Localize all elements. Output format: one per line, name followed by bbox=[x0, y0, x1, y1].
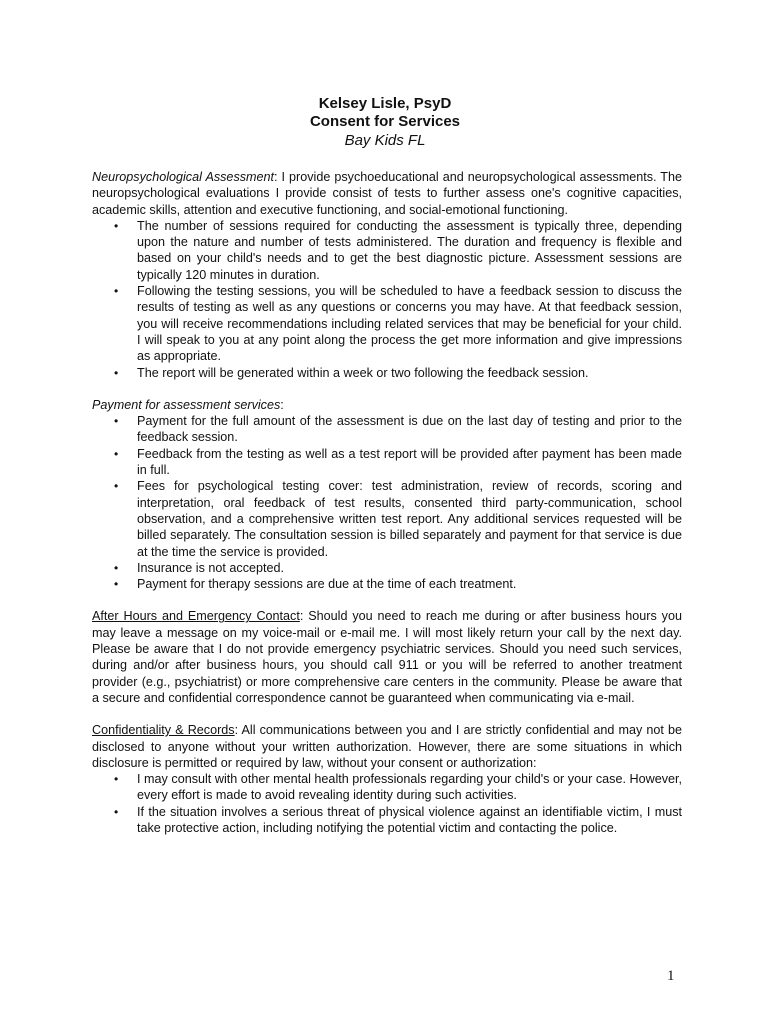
list-item bbox=[92, 576, 682, 592]
after-hours-heading: After Hours and Emergency Contact bbox=[92, 609, 300, 624]
section-after-hours bbox=[92, 608, 682, 706]
section-spacer bbox=[92, 592, 682, 608]
list-item-text: Payment for therapy sessions are due at the time of each treatment. bbox=[137, 577, 517, 592]
bullet-icon: • bbox=[114, 365, 119, 380]
document-title: Consent for Services bbox=[309, 113, 461, 130]
assessment-list bbox=[92, 218, 682, 381]
document-body bbox=[92, 169, 682, 836]
bullet-icon: • bbox=[114, 479, 119, 494]
list-item bbox=[92, 446, 682, 479]
bullet-icon: • bbox=[114, 772, 119, 787]
section-spacer bbox=[92, 706, 682, 722]
list-item bbox=[92, 283, 682, 364]
after-hours-text: : Should you need to reach me during or after business hours you may leave a message on my voice-mail or e-mail me. I will most likely return your call by the next day. Please be aware that I do not provide emergency psychiatric services. Should you need such services, during and/or after business hours, you should call 911 or you will be referred to another treatment provider (e.g., psychiatrist) or more comprehensive care centers in the community. Please be aware that a secure and confidential correspondence cannot be guaranteed when communicating via e-mail. bbox=[92, 609, 682, 705]
section-payment bbox=[92, 397, 682, 593]
bullet-icon: • bbox=[114, 218, 119, 233]
practice-name: Bay Kids FL bbox=[344, 132, 426, 149]
confidentiality-list bbox=[92, 771, 682, 836]
confidentiality-text: : All communications between you and I are strictly confidential and may not be disclosed to anyone without your written authorization. However, there are some situations in which disclosure is permitted or required by law, without your consent or authorization: bbox=[92, 723, 682, 770]
page-number: 1 bbox=[667, 968, 675, 984]
list-item-text: I may consult with other mental health professionals regarding your child's or your case. However, every effort is made to avoid revealing identity during such activities. bbox=[137, 772, 682, 803]
list-item-text: Fees for psychological testing cover: test administration, review of records, scoring and interpretation, oral feedback of test results, consented third party-communication, school observation, and a comprehensive written test report. Any additional services requested will be billed separately. The consultation session is billed separately and payment for that service is due at the time the service is provided. bbox=[137, 479, 682, 559]
list-item-text: The number of sessions required for conducting the assessment is typically three, depending upon the nature and number of tests administered. The duration and frequency is flexible and based on your child's needs and to get the best diagnostic picture. Assessment sessions are typically 120 minutes in duration. bbox=[137, 218, 682, 282]
after-hours-paragraph bbox=[92, 608, 682, 706]
list-item bbox=[92, 771, 682, 804]
confidentiality-paragraph bbox=[92, 722, 682, 771]
document-header bbox=[0, 95, 770, 151]
list-item-text: Following the testing sessions, you will be scheduled to have a feedback session to discuss the results of testing as well as any questions or concerns you may have. At that feedback session, you will receive recommendations including related services that may be beneficial for your child. I will speak to you at any point along the process the get more information and give impressions as appropriate. bbox=[137, 284, 682, 364]
payment-list bbox=[92, 413, 682, 592]
bullet-icon: • bbox=[114, 446, 119, 461]
bullet-icon: • bbox=[114, 560, 119, 575]
author-name: Kelsey Lisle, PsyD bbox=[318, 95, 452, 112]
section-confidentiality bbox=[92, 722, 682, 836]
bullet-icon: • bbox=[114, 804, 119, 819]
confidentiality-heading: Confidentiality & Records bbox=[92, 723, 235, 738]
list-item bbox=[92, 365, 682, 381]
payment-heading-colon: : bbox=[280, 397, 284, 412]
list-item-text: Insurance is not accepted. bbox=[137, 560, 285, 575]
list-item-text: The report will be generated within a week or two following the feedback session. bbox=[137, 365, 589, 380]
payment-heading-line bbox=[92, 397, 682, 413]
list-item bbox=[92, 413, 682, 446]
list-item bbox=[92, 804, 682, 837]
list-item-text: Payment for the full amount of the assessment is due on the last day of testing and prior to the feedback session. bbox=[137, 414, 682, 445]
list-item-text: If the situation involves a serious threat of physical violence against an identifiable victim, I must take protective action, including notifying the potential victim and contacting the police. bbox=[137, 804, 682, 835]
bullet-icon: • bbox=[114, 577, 119, 592]
list-item bbox=[92, 478, 682, 559]
payment-heading: Payment for assessment services bbox=[92, 397, 281, 412]
list-item bbox=[92, 560, 682, 576]
bullet-icon: • bbox=[114, 414, 119, 429]
list-item-text: Feedback from the testing as well as a test report will be provided after payment has been made in full. bbox=[137, 446, 682, 478]
list-item bbox=[92, 218, 682, 283]
assessment-heading: Neuropsychological Assessment bbox=[92, 170, 275, 184]
assessment-intro-text: : I provide psychoeducational and neuropsychological assessments. The neuropsychological evaluations I provide consist of tests to further assess one's cognitive capacities, academic skills, attention and executive functioning, and social-emotional functioning. bbox=[92, 170, 682, 217]
section-assessment bbox=[92, 169, 682, 381]
section-spacer bbox=[92, 381, 682, 397]
bullet-icon: • bbox=[114, 284, 119, 299]
assessment-intro bbox=[92, 169, 682, 218]
